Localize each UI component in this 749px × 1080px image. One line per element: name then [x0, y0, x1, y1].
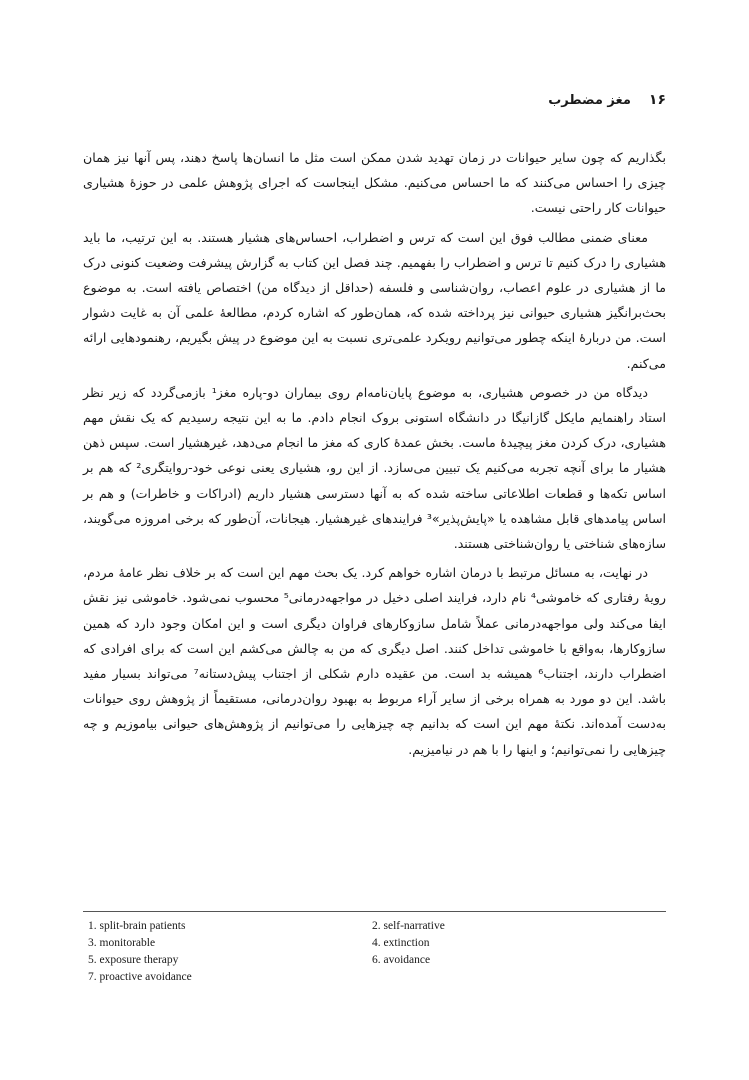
footnote-divider [83, 911, 666, 912]
footnote: 6. avoidance [372, 954, 431, 966]
book-title: مغز مضطرب [548, 93, 631, 108]
footnote: 2. self-narrative [372, 920, 445, 932]
paragraph: بگذاریم که چون سایر حیوانات در زمان تهدید شدن ممکن است مثل ما انسان‌ها پاسخ دهند، پس آنها نیز همان چیزی را احساس می‌کنند که ما احساس می‌کنیم. مشکل اینجاست که اجرای پژوهش علمی در حوزهٔ هشیاری حیوانات کار راحتی نیست. [83, 150, 666, 216]
paragraph: دیدگاه من در خصوص هشیاری، به موضوع پایان‌نامه‌ام روی بیماران دو-پاره مغز¹ بازمی‌گردد که زیر نظر استاد راهنمایم مایکل گازانیگا در دانشگاه استونی بروک انجام دادم. ما به این نتیجه رسیدیم که یک نقش مهم هشیاری، درک کردن مغز پیچیدهٔ ماست. بخش عمدهٔ کاری که مغز ما انجام می‌دهد، غیرهشیار است. سپس ذهن هشیار ما برای آنچه تجربه می‌کنیم یک تبیین می‌سازد. از این رو، هشیاری یعنی نوعی خود-روایتگری² که هم بر اساس تکه‌ها و قطعات اطلاعاتی ساخته شده که به آنها دسترسی هشیار داریم (ادراکات و خاطرات) و هم بر اساس پیامدهای قابل مشاهده یا «پایش‌پذیر»³ فرایندهای غیرهشیار. هیجانات، آن‌طور که برخی امروزه می‌گویند، سازه‌های شناختی یا روان‌شناختی هستند. [83, 384, 667, 552]
footnote: 5. exposure therapy [88, 954, 179, 966]
footnote: 7. proactive avoidance [88, 971, 192, 983]
page-number: ۱۶ [648, 92, 666, 108]
footnote: 3. monitorable [88, 937, 156, 949]
running-head [548, 92, 666, 108]
footnote: 4. extinction [372, 937, 430, 949]
paragraph: در نهایت، به مسائل مرتبط با درمان اشاره خواهم کرد. یک بحث مهم این است که بر خلاف نظر عامهٔ مردم، رویهٔ رفتاری که خاموشی⁴ نام دارد، فرایند اصلی دخیل در مواجهه‌درمانی⁵ محسوب نمی‌شود. خاموشی نیز نقش ایفا می‌کند ولی مواجهه‌درمانی عملاً شامل سازوکارهای فراوان دیگری است و این امکان وجود دارد که همین سازوکارها، به‌واقع با خاموشی تداخل کنند. اصل دیگری که من به چالش می‌کشم این است که برای افرادی که اضطراب دارند، اجتناب⁶ همیشه بد است. من عقیده دارم شکلی از اجتناب پیش‌دستانه⁷ می‌تواند بسیار مفید باشد. این دو مورد به همراه برخی از سایر آراء مربوط به بهبود روان‌درمانی، مستقیماً از پژوهش روی حیوانات به‌دست آمده‌اند. نکتهٔ مهم این است که بدانیم چه چیزهایی را می‌توانیم از پژوهش‌های حیوانی بیاموزیم و چه چیزهایی را نمی‌توانیم؛ و اینها را با هم در نیامیزیم. [83, 565, 667, 757]
body-text [83, 145, 666, 766]
footnotes [88, 918, 648, 986]
paragraph: معنای ضمنی مطالب فوق این است که ترس و اضطراب، احساس‌های هشیار هستند. به این ترتیب، ما باید هشیاری را درک کنیم تا ترس و اضطراب را بفهمیم. چند فصل این کتاب به گزارش پیشرفت وضعیت کنونی درک ما از هشیاری در علوم اعصاب، روان‌شناسی و فلسفه (حداقل از دیدگاه من) اختصاص یافته است. به موضوع بحث‌برانگیز هشیاری حیوانی نیز پرداخته شده که، همان‌طور که اشاره کردم، مطالعهٔ علمی آن به غایت دشوار است. من دربارهٔ اینکه چطور می‌توانیم رویکرد علمی‌تری نسبت به این موضوع در پیش بگیریم، رهنمودهایی ارائه می‌کنم. [83, 229, 666, 371]
footnote: 1. split-brain patients [88, 920, 186, 932]
